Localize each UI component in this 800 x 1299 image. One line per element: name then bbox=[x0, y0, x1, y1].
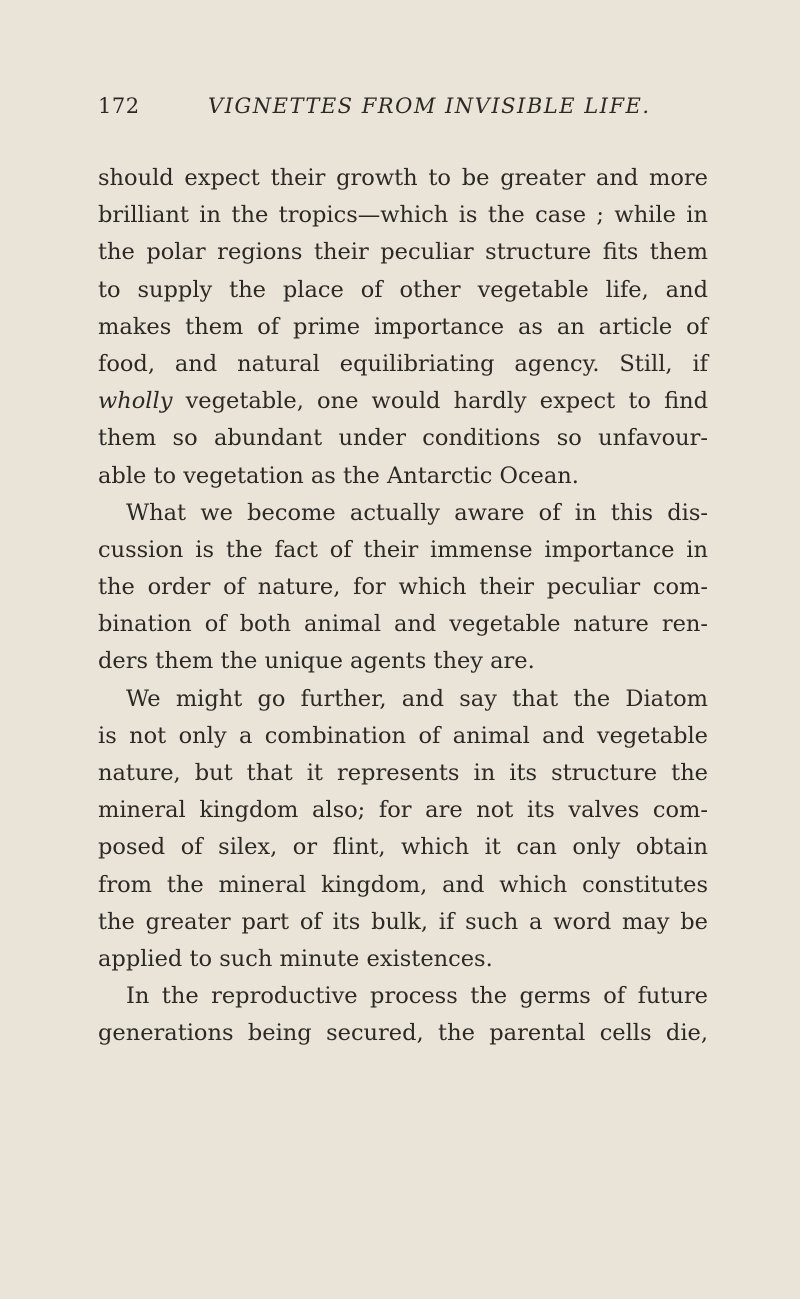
text-line bbox=[98, 383, 708, 420]
text-line: from the mineral kingdom, and which constitutes bbox=[98, 871, 708, 898]
text-line: ders them the unique agents they are. bbox=[98, 648, 535, 675]
page-header bbox=[98, 94, 708, 134]
paragraph-start-line: What we become actually aware of in this dis- bbox=[126, 499, 708, 526]
text-line: able to vegetation as the Antarctic Ocean. bbox=[98, 462, 579, 489]
text-line: to supply the place of other vegetable life, and bbox=[98, 276, 708, 303]
text-line: the order of nature, for which their peculiar com- bbox=[98, 574, 708, 601]
text-line: the greater part of its bulk, if such a word may be bbox=[98, 908, 708, 935]
text-line: brilliant in the tropics—which is the case ; while in bbox=[98, 202, 708, 229]
text-line: mineral kingdom also; for are not its valves com- bbox=[98, 797, 708, 824]
text-line: nature, but that it represents in its structure the bbox=[98, 760, 708, 786]
text-line: cussion is the fact of their immense importance in bbox=[98, 536, 708, 563]
text-line: generations being secured, the parental cells die, bbox=[98, 1020, 708, 1047]
paragraph-start-line: We might go further, and say that the Diatom bbox=[126, 685, 708, 712]
running-title: VIGNETTES FROM INVISIBLE LIFE. bbox=[208, 94, 651, 118]
text-line: the polar regions their peculiar structure fits them bbox=[98, 239, 708, 266]
text-line: food, and natural equilibriating agency. Still, if bbox=[98, 350, 708, 377]
text-line: applied to such minute existences. bbox=[98, 945, 493, 972]
paragraph-start-line: In the reproductive process the germs of future bbox=[126, 983, 708, 1010]
text-line-post: vegetable, one would hardly expect to find bbox=[172, 388, 708, 415]
text-line: should expect their growth to be greater and more bbox=[98, 165, 708, 191]
text-line: is not only a combination of animal and vegetable bbox=[98, 722, 708, 749]
page-number: 172 bbox=[98, 94, 140, 118]
text-line: posed of silex, or flint, which it can only obtain bbox=[98, 834, 708, 861]
body-text bbox=[98, 160, 708, 1053]
text-line: makes them of prime importance as an article of bbox=[98, 313, 708, 340]
text-line: them so abundant under conditions so unfavour- bbox=[98, 425, 708, 452]
emphasis-text: wholly bbox=[98, 388, 173, 415]
text-line: bination of both animal and vegetable nature ren- bbox=[98, 611, 708, 638]
